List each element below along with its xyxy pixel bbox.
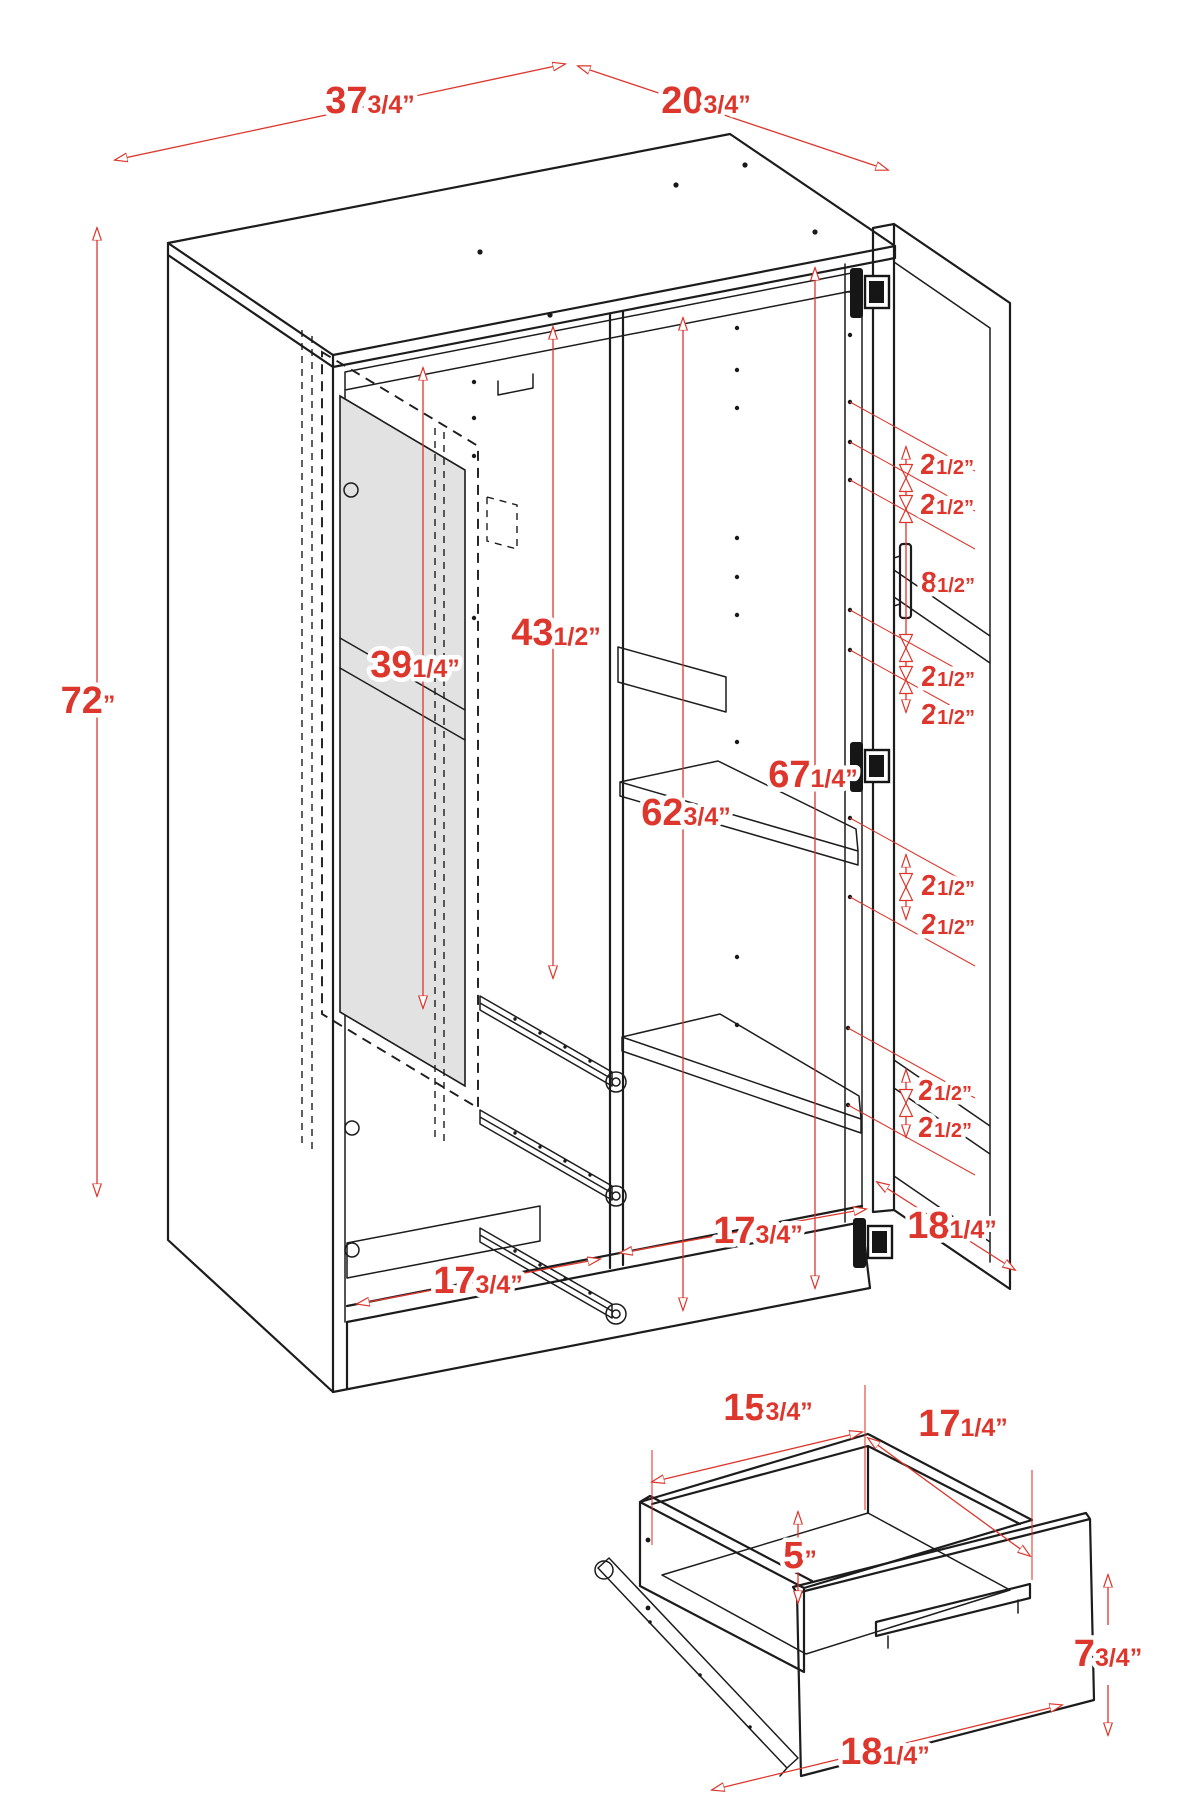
drawer-detail <box>595 1434 1094 1776</box>
drawer-slide-rail-detail <box>595 1538 798 1776</box>
dim-spacing-label-7: 21/2” <box>921 909 975 941</box>
mirror-bracket-hidden <box>487 497 517 549</box>
door-hinge-top <box>845 268 889 318</box>
dim-drawer-inner-width-label: 153/4” <box>723 1387 813 1429</box>
dim-right-interior-label: 671/4” <box>768 754 858 796</box>
dim-height-label: 72” <box>60 680 116 722</box>
dim-drawer-front-height-label: 73/4” <box>1073 1633 1143 1675</box>
dim-line-drawer-depth <box>868 1438 1030 1556</box>
dim-spacing-label-2: 21/2” <box>920 489 974 521</box>
dim-shelf-depth-left-label: 173/4” <box>433 1260 523 1302</box>
dim-spacing-label-1: 21/2” <box>920 449 974 481</box>
dim-left-interior-label: 431/2” <box>511 612 601 654</box>
dim-mirror-height-label: 391/4” <box>370 644 460 686</box>
drawer-slide-rail-2 <box>480 1110 626 1206</box>
dim-drawer-depth-label: 171/4” <box>918 1403 1008 1445</box>
shelf-lower <box>622 1014 861 1133</box>
shelf-pin-holes <box>472 326 852 1107</box>
dim-drawer-front-width-label: 181/4” <box>840 1731 930 1773</box>
dim-spacing-label-9: 21/2” <box>918 1112 972 1144</box>
mirror-panel <box>340 396 465 1086</box>
dim-spacing-label-3: 81/2” <box>921 567 975 599</box>
dim-middle-interior-label: 623/4” <box>641 792 731 834</box>
dim-shelf-depth-right-label: 173/4” <box>713 1210 803 1252</box>
drawer-box <box>640 1434 1032 1672</box>
wardrobe-cabinet <box>168 134 1010 1392</box>
back-support-rail <box>618 647 726 712</box>
dim-door-width-label: 181/4” <box>907 1205 997 1247</box>
door-hinge-bottom <box>853 1218 892 1268</box>
dim-drawer-inner-height-label: 5” <box>783 1535 817 1577</box>
center-partition <box>610 312 623 1268</box>
dim-spacing-label-6: 21/2” <box>921 870 975 902</box>
dim-spacing-label-4: 21/2” <box>921 661 975 693</box>
dim-top-width-label: 373/4” <box>325 80 415 122</box>
left-side-panel <box>168 255 333 1392</box>
drawer-slide-rail-1 <box>480 996 626 1092</box>
dim-spacing-label-8: 21/2” <box>918 1075 972 1107</box>
drawer-handle <box>876 1584 1030 1648</box>
dim-top-depth-label: 203/4” <box>661 80 751 122</box>
cabinet-top-slab-edge <box>168 243 895 367</box>
cabinet-top-face <box>168 134 895 355</box>
dim-spacing-label-5: 21/2” <box>921 699 975 731</box>
